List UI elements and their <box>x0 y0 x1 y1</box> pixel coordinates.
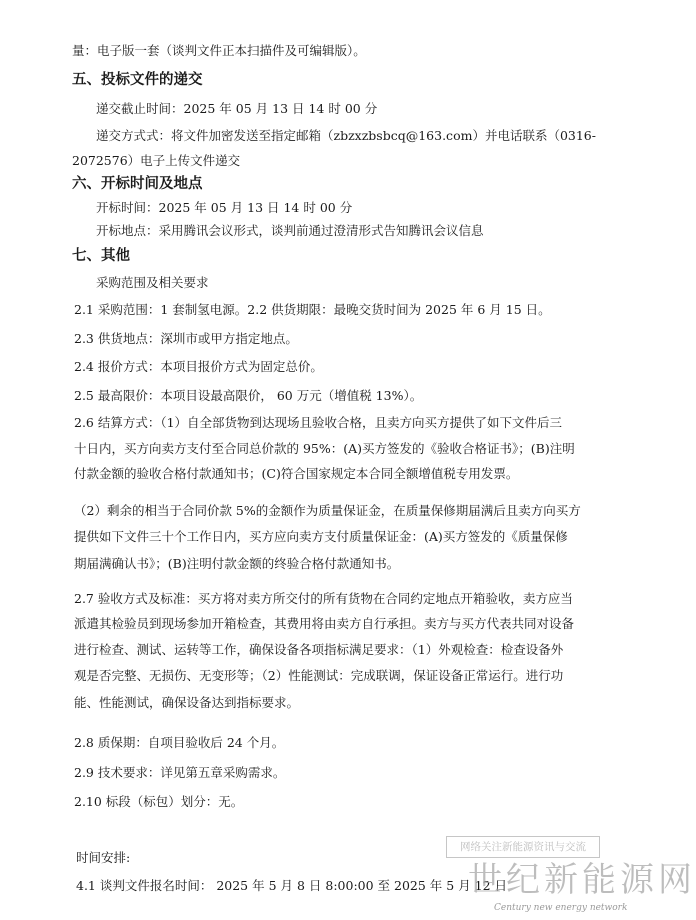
text-line: 十日内，买方向卖方支付至合同总价款的 95%：(A)买方签发的《验收合格证书》；(B)注明 <box>74 441 575 456</box>
text-line: 递交截止时间：2025 年 05 月 13 日 14 时 00 分 <box>96 101 378 116</box>
text-line: 付款金额的验收合格付款通知书；(C)符合国家规定本合同全额增值税专用发票。 <box>74 466 519 481</box>
text-line: 派遣其检验员到现场参加开箱检查，其费用将由卖方自行承担。卖方与买方代表共同对设备 <box>74 616 575 631</box>
text-line: 采购范围及相关要求 <box>96 275 209 290</box>
text-line: 递交方式式：将文件加密发送至指定邮箱（zbzxzbsbcq@163.com）并电话联系（0316- <box>96 128 596 143</box>
text-line: 2.5 最高限价：本项目设最高限价， 60 万元（增值税 13%）。 <box>74 388 423 403</box>
text-line: 4.1 谈判文件报名时间： 2025 年 5 月 8 日 8:00:00 至 2025 年 5 月 12 日 <box>76 878 508 893</box>
text-line: 2.4 报价方式：本项目报价方式为固定总价。 <box>74 359 323 374</box>
text-line: 能、性能测试，确保设备达到指标要求。 <box>74 695 300 710</box>
text-line: 期届满确认书》；(B)注明付款金额的终验合格付款通知书。 <box>74 556 400 571</box>
section-heading: 六、开标时间及地点 <box>72 176 203 192</box>
text-line: 2.9 技术要求：详见第五章采购需求。 <box>74 765 286 780</box>
text-line: 进行检查、测试、运转等工作，确保设备各项指标满足要求：（1）外观检查：检查设备外 <box>74 642 564 657</box>
text-line: 观是否完整、无损伤、无变形等；（2）性能测试：完成联调，保证设备正常运行。进行功 <box>74 668 564 683</box>
text-line: 2072576）电子上传文件递交 <box>72 153 241 168</box>
watermark-caption: Century new energy network <box>494 903 628 913</box>
text-line: 时间安排: <box>76 850 131 865</box>
text-line: 开标地点：采用腾讯会议形式，谈判前通过澄清形式告知腾讯会议信息 <box>96 223 484 238</box>
text-line: 2.1 采购范围：1 套制氢电源。2.2 供货期限：最晚交货时间为 2025 年 6 月 15 日。 <box>74 302 551 317</box>
text-line: 2.8 质保期：自项目验收后 24 个月。 <box>74 735 285 750</box>
section-heading: 七、其他 <box>72 248 130 264</box>
text-line: 2.7 验收方式及标准：买方将对卖方所交付的所有货物在合同约定地点开箱验收，卖方应当 <box>74 591 573 606</box>
text-line: 开标时间：2025 年 05 月 13 日 14 时 00 分 <box>96 200 353 215</box>
text-line: 提供如下文件三十个工作日内，买方应向卖方支付质量保证金：(A)买方签发的《质量保修 <box>74 529 568 544</box>
text-line: 2.10 标段（标包）划分：无。 <box>74 794 244 809</box>
text-line: 2.3 供货地点：深圳市或甲方指定地点。 <box>74 331 298 346</box>
text-line: 2.6 结算方式：（1）自全部货物到达现场且验收合格，且卖方向买方提供了如下文件后三 <box>74 415 563 430</box>
watermark-logo: 世纪新能源网 <box>468 860 696 900</box>
watermark-banner: 网络关注新能源资讯与交流 <box>446 836 600 858</box>
text-line: （2）剩余的相当于合同价款 5%的金额作为质量保证金，在质量保修期届满后且卖方向买方 <box>74 503 581 518</box>
section-heading: 五、投标文件的递交 <box>72 72 203 88</box>
text-line: 量：电子版一套（谈判文件正本扫描件及可编辑版）。 <box>72 43 366 58</box>
